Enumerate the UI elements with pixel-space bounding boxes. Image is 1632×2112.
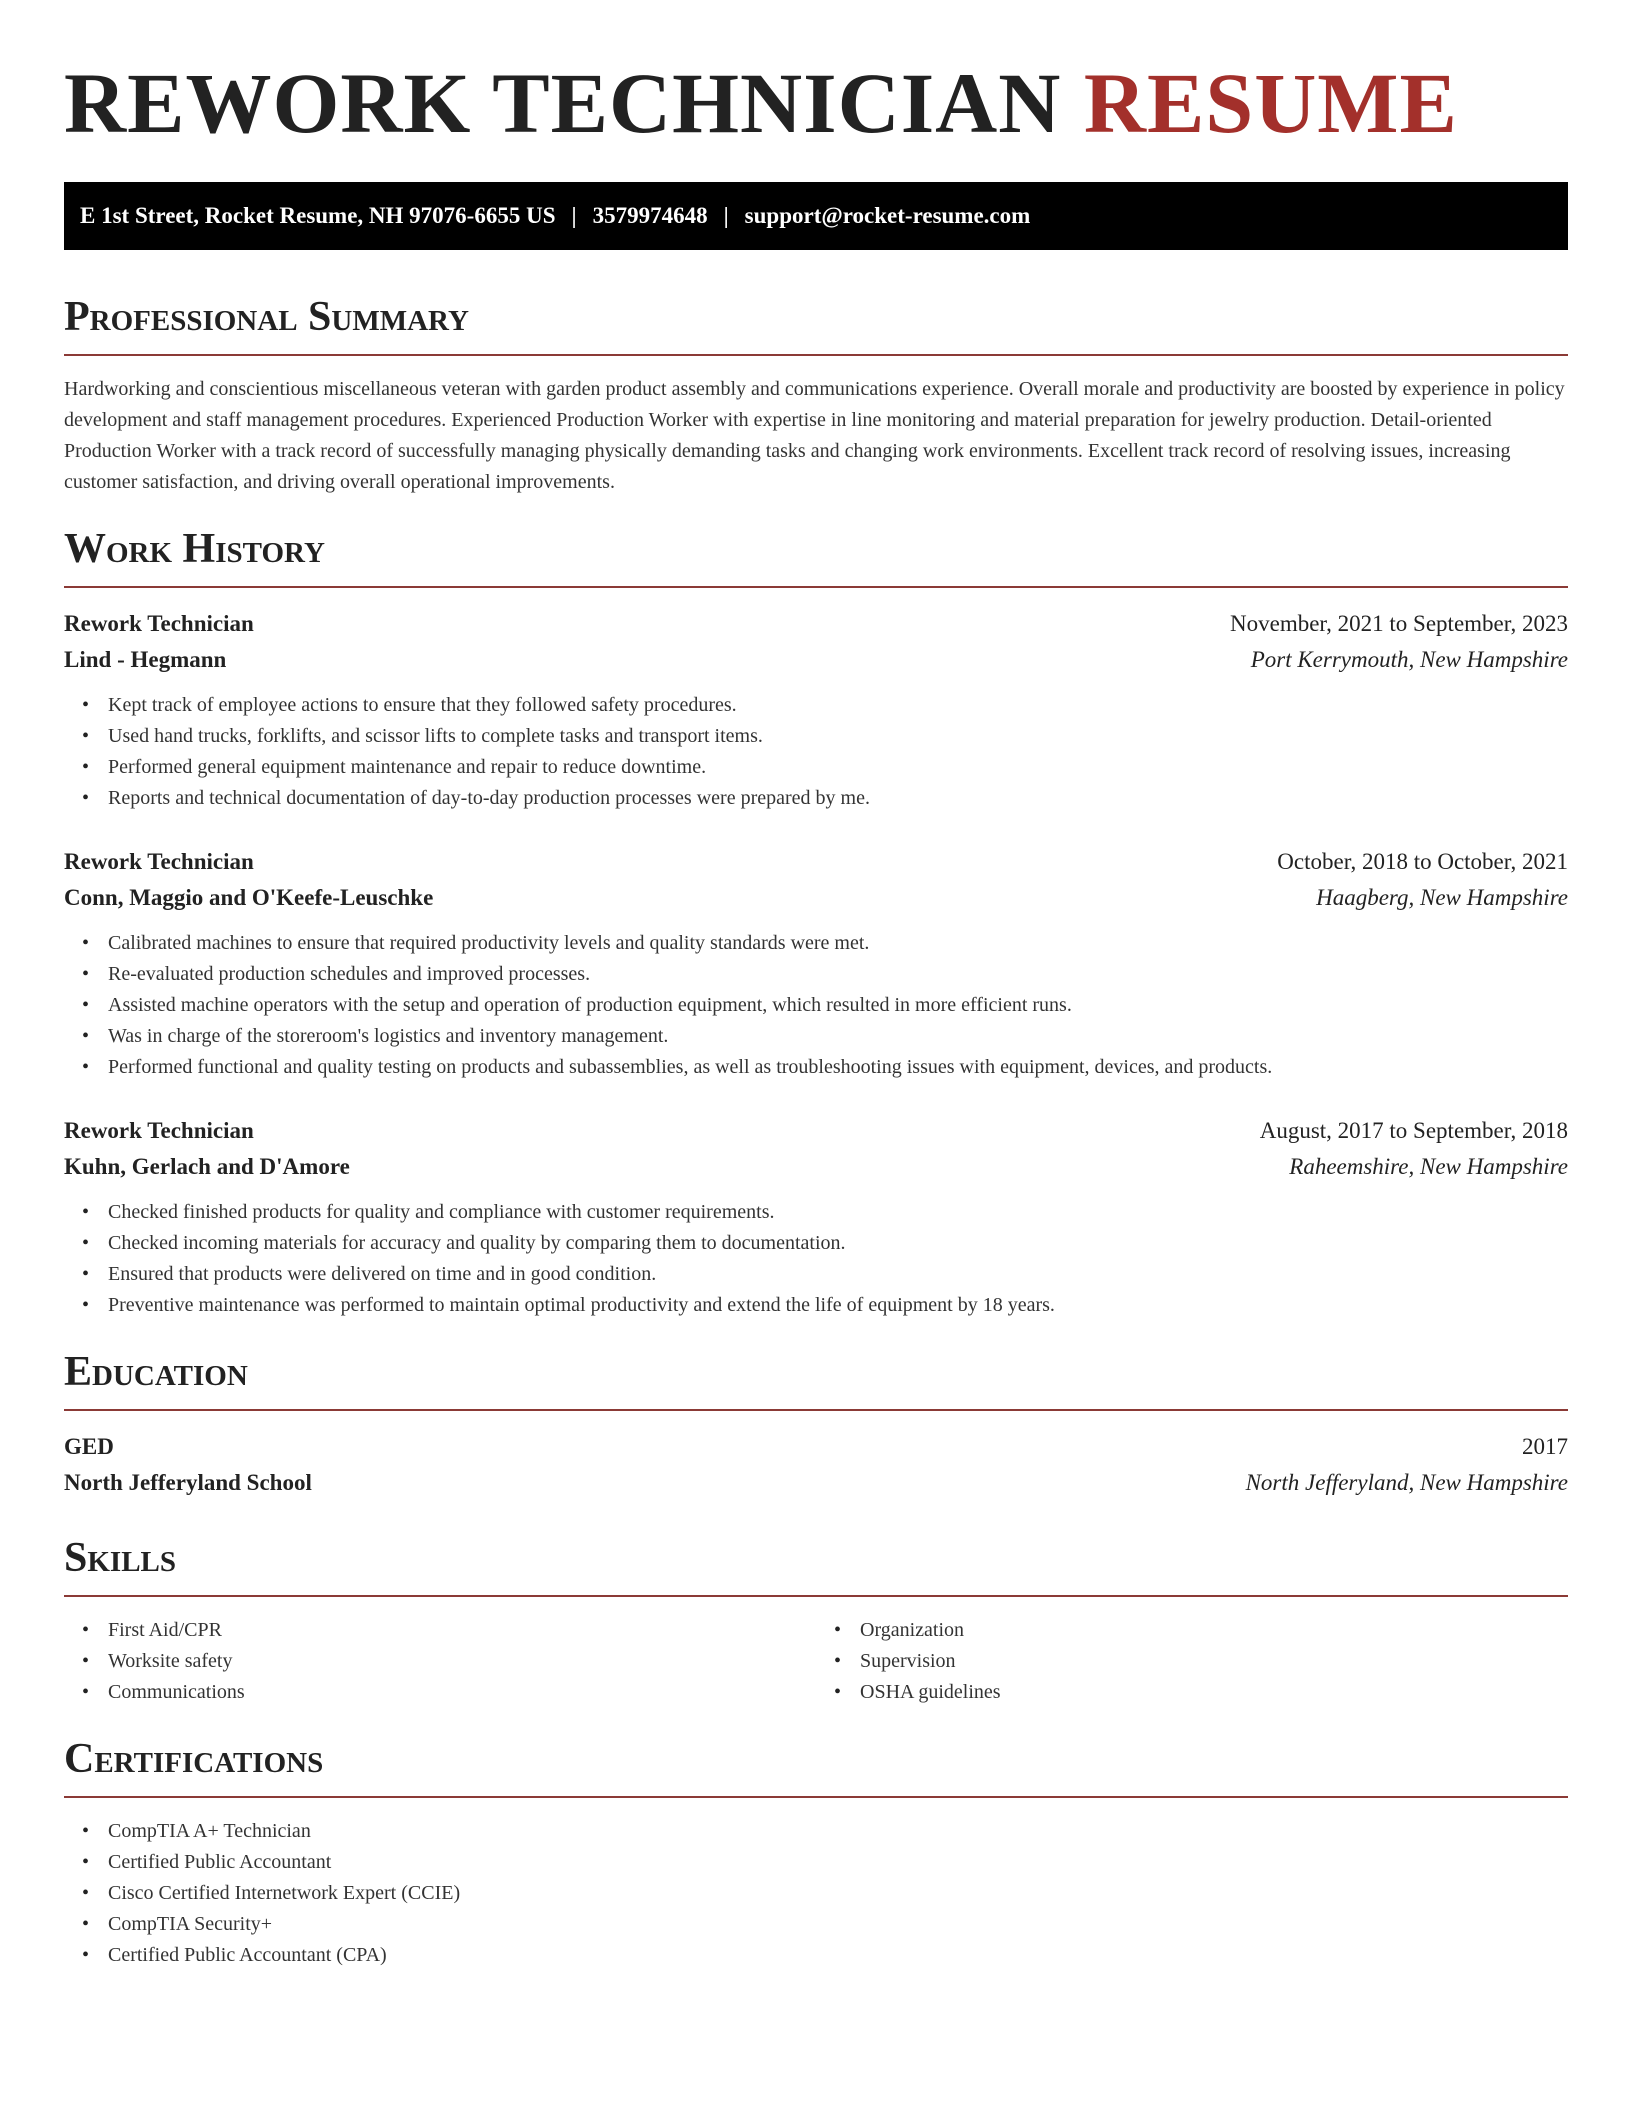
job-bullet: • Re-evaluated production schedules and improved processes. bbox=[64, 959, 1568, 990]
resume-title-main: REWORK TECHNICIAN bbox=[64, 55, 1062, 151]
job-company-row bbox=[64, 642, 1568, 678]
job-company-row bbox=[64, 1149, 1568, 1185]
job-entry bbox=[64, 606, 1568, 814]
job-title-row bbox=[64, 1113, 1568, 1149]
summary-text: Hardworking and conscientious miscellaneous veteran with garden product assembly and communications experience. Overall morale and productivity are boosted by experience in policy development and staff management procedures. Experienced Production Worker with expertise in line monitoring and material preparation for jewelry production. Detail-oriented Production Worker with a track record of successfully managing physically demanding tasks and changing work environments. Excellent track record of resolving issues, increasing customer satisfaction, and driving overall operational improvements. bbox=[64, 378, 1565, 493]
skill-item: • Supervision bbox=[816, 1646, 1568, 1677]
section-heading-work-history: Work History bbox=[64, 526, 325, 572]
education-location: North Jefferyland, New Hampshire bbox=[1245, 1470, 1568, 1495]
job-bullet: • Reports and technical documentation of day-to-day production processes were prepared by me. bbox=[64, 783, 1568, 814]
section-divider bbox=[64, 1595, 1568, 1597]
section-heading-education: Education bbox=[64, 1349, 248, 1395]
section-divider bbox=[64, 586, 1568, 588]
section-divider bbox=[64, 1409, 1568, 1411]
certification-item: • CompTIA A+ Technician bbox=[64, 1816, 1568, 1847]
job-location: Port Kerrymouth, New Hampshire bbox=[1250, 647, 1568, 672]
section-heading-skills: Skills bbox=[64, 1535, 177, 1581]
job-bullet: • Preventive maintenance was performed to maintain optimal productivity and extend the life of equipment by 18 years. bbox=[64, 1290, 1568, 1321]
job-bullet: • Calibrated machines to ensure that required productivity levels and quality standards were met. bbox=[64, 928, 1568, 959]
certification-item: • Cisco Certified Internetwork Expert (CCIE) bbox=[64, 1878, 1568, 1909]
contact-separator: | bbox=[571, 203, 577, 228]
contact-phone: 3579974648 bbox=[592, 203, 708, 228]
job-dates: November, 2021 to September, 2023 bbox=[1230, 611, 1568, 636]
skill-item: • Communications bbox=[64, 1677, 816, 1708]
job-bullet: • Assisted machine operators with the setup and operation of production equipment, which resulted in more efficient runs. bbox=[64, 990, 1568, 1021]
job-bullet: • Used hand trucks, forklifts, and scissor lifts to complete tasks and transport items. bbox=[64, 721, 1568, 752]
education-school-row bbox=[64, 1465, 1568, 1501]
job-bullets bbox=[64, 928, 1568, 1083]
job-bullet: • Checked incoming materials for accuracy and quality by comparing them to documentation. bbox=[64, 1228, 1568, 1259]
certifications-list bbox=[64, 1816, 1568, 1971]
skill-item: • Organization bbox=[816, 1615, 1568, 1646]
education-section bbox=[64, 1347, 1568, 1501]
job-entry bbox=[64, 844, 1568, 1083]
certification-item: • Certified Public Accountant (CPA) bbox=[64, 1940, 1568, 1971]
certification-item: • CompTIA Security+ bbox=[64, 1909, 1568, 1940]
contact-email: support@rocket-resume.com bbox=[744, 203, 1031, 228]
job-entry bbox=[64, 1113, 1568, 1321]
job-bullet: • Checked finished products for quality and compliance with customer requirements. bbox=[64, 1197, 1568, 1228]
contact-address: E 1st Street, Rocket Resume, NH 97076-6655 US bbox=[80, 203, 556, 228]
section-heading-certifications: Certifications bbox=[64, 1736, 324, 1782]
skills-column-right bbox=[816, 1615, 1568, 1708]
certifications-section bbox=[64, 1734, 1568, 1971]
job-company: Lind - Hegmann bbox=[64, 647, 227, 672]
job-dates: October, 2018 to October, 2021 bbox=[1277, 849, 1568, 874]
summary-section bbox=[64, 292, 1568, 498]
skills-grid bbox=[64, 1615, 1568, 1708]
job-location: Raheemshire, New Hampshire bbox=[1289, 1154, 1568, 1179]
skill-item: • OSHA guidelines bbox=[816, 1677, 1568, 1708]
education-school: North Jefferyland School bbox=[64, 1470, 312, 1495]
skill-item: • First Aid/CPR bbox=[64, 1615, 816, 1646]
job-bullets bbox=[64, 690, 1568, 814]
skills-section bbox=[64, 1533, 1568, 1708]
skills-column-left bbox=[64, 1615, 816, 1708]
job-title: Rework Technician bbox=[64, 849, 254, 874]
job-bullet: • Ensured that products were delivered on time and in good condition. bbox=[64, 1259, 1568, 1290]
education-degree-row bbox=[64, 1429, 1568, 1465]
job-company: Kuhn, Gerlach and D'Amore bbox=[64, 1154, 350, 1179]
job-bullet: • Performed functional and quality testing on products and subassemblies, as well as troubleshooting issues with equipment, devices, and products. bbox=[64, 1052, 1568, 1083]
section-divider bbox=[64, 1796, 1568, 1798]
education-degree: GED bbox=[64, 1434, 114, 1459]
job-location: Haagberg, New Hampshire bbox=[1316, 885, 1568, 910]
job-bullets bbox=[64, 1197, 1568, 1321]
contact-separator: | bbox=[723, 203, 729, 228]
job-title: Rework Technician bbox=[64, 1118, 254, 1143]
job-bullet: • Kept track of employee actions to ensure that they followed safety procedures. bbox=[64, 690, 1568, 721]
job-title-row bbox=[64, 606, 1568, 642]
section-heading-summary: Professional Summary bbox=[64, 294, 469, 340]
resume-title-accent: RESUME bbox=[1083, 55, 1458, 151]
skills-list bbox=[64, 1615, 816, 1708]
skill-item: • Worksite safety bbox=[64, 1646, 816, 1677]
job-title: Rework Technician bbox=[64, 611, 254, 636]
work-history-section bbox=[64, 524, 1568, 1321]
job-company-row bbox=[64, 880, 1568, 916]
job-bullet: • Performed general equipment maintenance and repair to reduce downtime. bbox=[64, 752, 1568, 783]
resume-title bbox=[64, 48, 1568, 158]
section-divider bbox=[64, 354, 1568, 356]
certification-item: • Certified Public Accountant bbox=[64, 1847, 1568, 1878]
education-year: 2017 bbox=[1522, 1434, 1568, 1459]
job-dates: August, 2017 to September, 2018 bbox=[1259, 1118, 1568, 1143]
job-title-row bbox=[64, 844, 1568, 880]
skills-list bbox=[816, 1615, 1568, 1708]
job-company: Conn, Maggio and O'Keefe-Leuschke bbox=[64, 885, 434, 910]
contact-bar bbox=[64, 182, 1568, 250]
job-bullet: • Was in charge of the storeroom's logistics and inventory management. bbox=[64, 1021, 1568, 1052]
